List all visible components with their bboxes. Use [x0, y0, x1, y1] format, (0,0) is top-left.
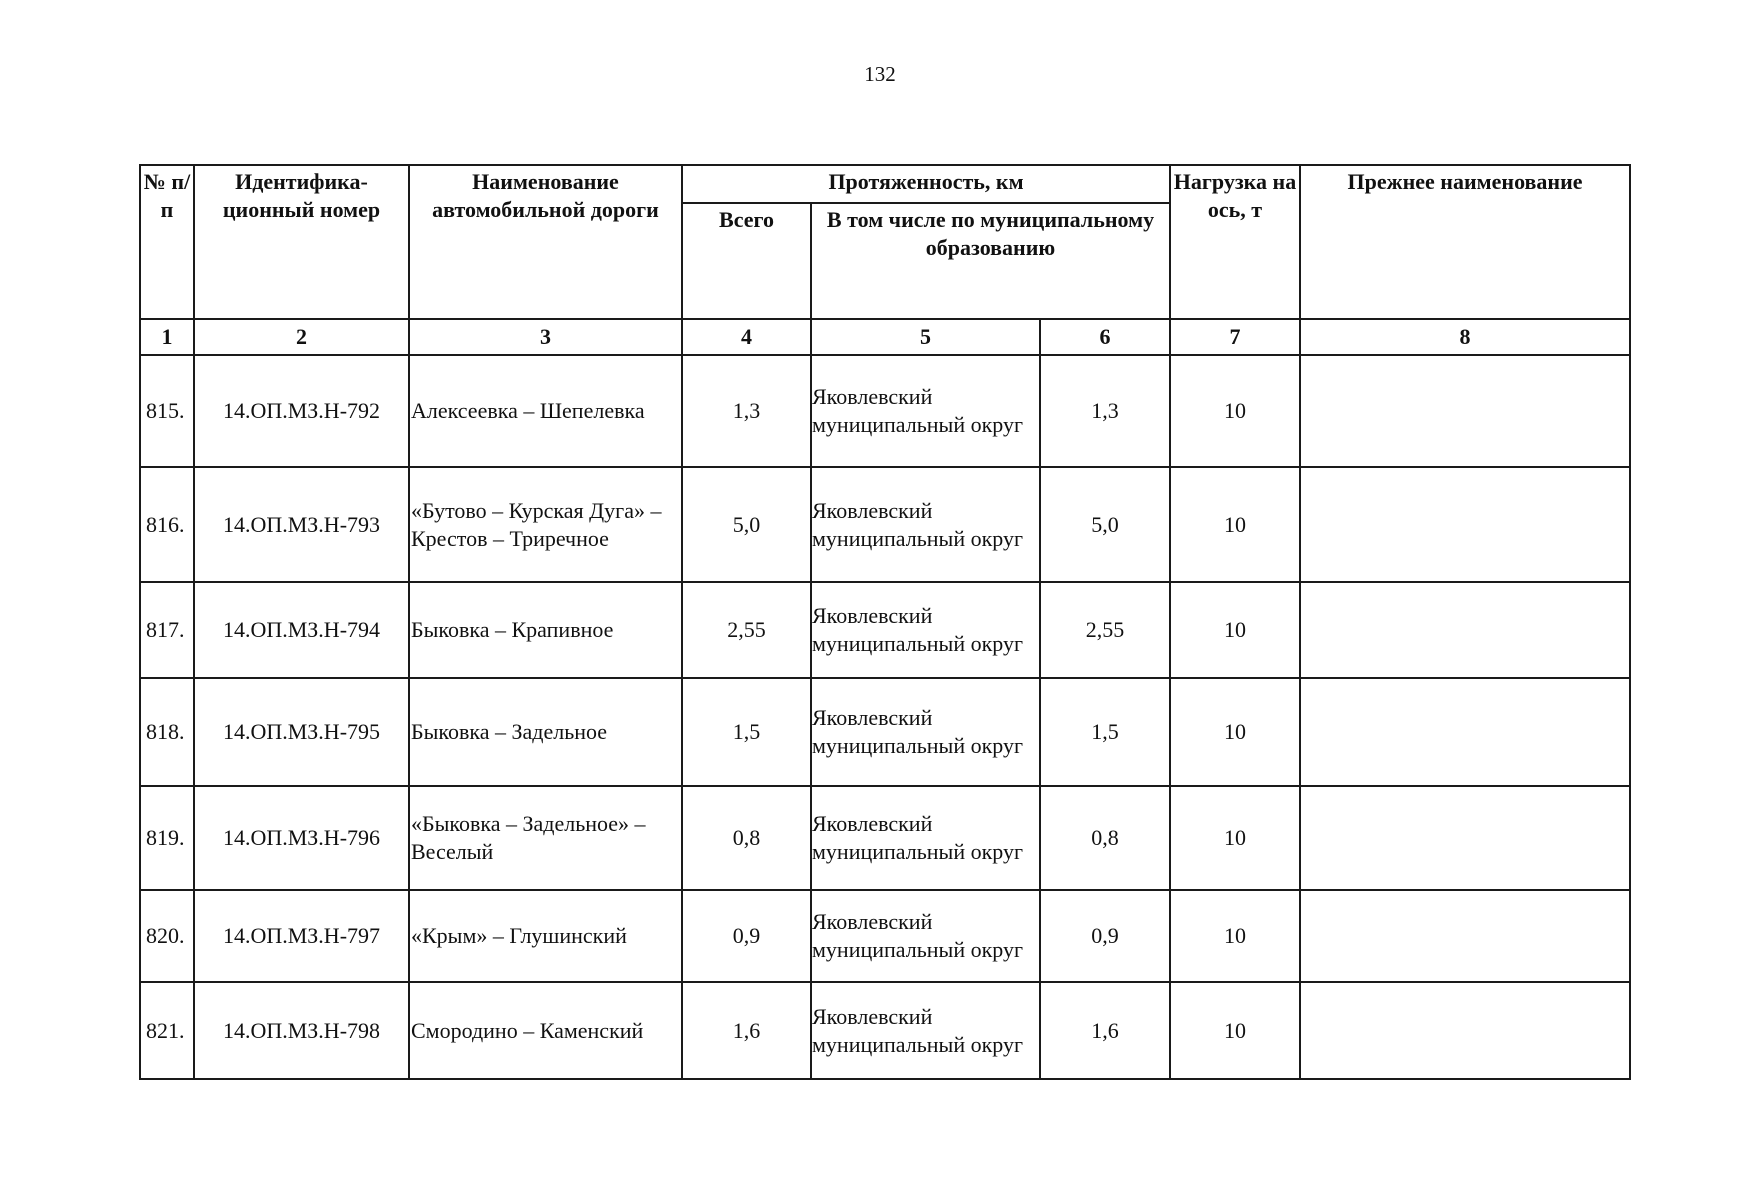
- municipality: Яковлевский муниципальный округ: [811, 982, 1040, 1079]
- municipality: Яковлевский муниципальный округ: [811, 467, 1040, 582]
- length-municipality: 2,55: [1040, 582, 1170, 678]
- row-number: 817.: [140, 582, 194, 678]
- header-incl: В том числе по муниципальному образованию: [811, 203, 1170, 319]
- header-num: № п/п: [140, 165, 194, 319]
- page-number: 132: [864, 62, 896, 86]
- road-id: 14.ОП.МЗ.Н-792: [194, 355, 409, 467]
- row-number: 815.: [140, 355, 194, 467]
- table-row: [140, 786, 1630, 890]
- previous-name: [1300, 582, 1630, 678]
- length-municipality: 0,8: [1040, 786, 1170, 890]
- road-id: 14.ОП.МЗ.Н-795: [194, 678, 409, 786]
- header-length: Протяженность, км: [682, 165, 1170, 203]
- road-name: «Крым» – Глушинский: [409, 890, 682, 982]
- length-total: 1,5: [682, 678, 811, 786]
- axle-load: 10: [1170, 355, 1300, 467]
- previous-name: [1300, 982, 1630, 1079]
- road-id: 14.ОП.МЗ.Н-793: [194, 467, 409, 582]
- length-municipality: 1,5: [1040, 678, 1170, 786]
- column-number: 8: [1300, 319, 1630, 355]
- row-number: 818.: [140, 678, 194, 786]
- previous-name: [1300, 890, 1630, 982]
- axle-load: 10: [1170, 678, 1300, 786]
- road-id: 14.ОП.МЗ.Н-797: [194, 890, 409, 982]
- column-number: 5: [811, 319, 1040, 355]
- header-load: Нагрузка на ось, т: [1170, 165, 1300, 319]
- previous-name: [1300, 355, 1630, 467]
- road-id: 14.ОП.МЗ.Н-796: [194, 786, 409, 890]
- length-total: 1,3: [682, 355, 811, 467]
- table-row: [140, 678, 1630, 786]
- length-total: 1,6: [682, 982, 811, 1079]
- table-row: [140, 982, 1630, 1079]
- length-total: 2,55: [682, 582, 811, 678]
- table-row: [140, 890, 1630, 982]
- column-number: 6: [1040, 319, 1170, 355]
- header-total: Всего: [682, 203, 811, 319]
- column-number: 2: [194, 319, 409, 355]
- length-municipality: 5,0: [1040, 467, 1170, 582]
- row-number: 821.: [140, 982, 194, 1079]
- road-name: «Бутово – Курская Дуга» – Крестов – Триречное: [409, 467, 682, 582]
- previous-name: [1300, 786, 1630, 890]
- column-numbers-row: [140, 319, 1630, 355]
- roads-table: [139, 164, 1631, 1080]
- length-total: 0,8: [682, 786, 811, 890]
- length-municipality: 1,6: [1040, 982, 1170, 1079]
- row-number: 819.: [140, 786, 194, 890]
- previous-name: [1300, 678, 1630, 786]
- municipality: Яковлевский муниципальный округ: [811, 890, 1040, 982]
- column-number: 4: [682, 319, 811, 355]
- length-municipality: 0,9: [1040, 890, 1170, 982]
- length-municipality: 1,3: [1040, 355, 1170, 467]
- road-name: Быковка – Задельное: [409, 678, 682, 786]
- axle-load: 10: [1170, 582, 1300, 678]
- column-number: 1: [140, 319, 194, 355]
- axle-load: 10: [1170, 467, 1300, 582]
- road-name: «Быковка – Задельное» – Веселый: [409, 786, 682, 890]
- road-name: Быковка – Крапивное: [409, 582, 682, 678]
- municipality: Яковлевский муниципальный округ: [811, 355, 1040, 467]
- axle-load: 10: [1170, 890, 1300, 982]
- row-number: 820.: [140, 890, 194, 982]
- header-name: Наименование автомобильной дороги: [409, 165, 682, 319]
- header-prev-name: Прежнее наименование: [1300, 165, 1630, 319]
- length-total: 0,9: [682, 890, 811, 982]
- table-row: [140, 582, 1630, 678]
- column-number: 3: [409, 319, 682, 355]
- previous-name: [1300, 467, 1630, 582]
- row-number: 816.: [140, 467, 194, 582]
- length-total: 5,0: [682, 467, 811, 582]
- road-id: 14.ОП.МЗ.Н-798: [194, 982, 409, 1079]
- road-id: 14.ОП.МЗ.Н-794: [194, 582, 409, 678]
- table-row: [140, 355, 1630, 467]
- road-name: Алексеевка – Шепелевка: [409, 355, 682, 467]
- axle-load: 10: [1170, 786, 1300, 890]
- municipality: Яковлевский муниципальный округ: [811, 678, 1040, 786]
- axle-load: 10: [1170, 982, 1300, 1079]
- table-row: [140, 467, 1630, 582]
- road-name: Смородино – Каменский: [409, 982, 682, 1079]
- municipality: Яковлевский муниципальный округ: [811, 582, 1040, 678]
- column-number: 7: [1170, 319, 1300, 355]
- municipality: Яковлевский муниципальный округ: [811, 786, 1040, 890]
- header-id: Идентифика-ционный номер: [194, 165, 409, 319]
